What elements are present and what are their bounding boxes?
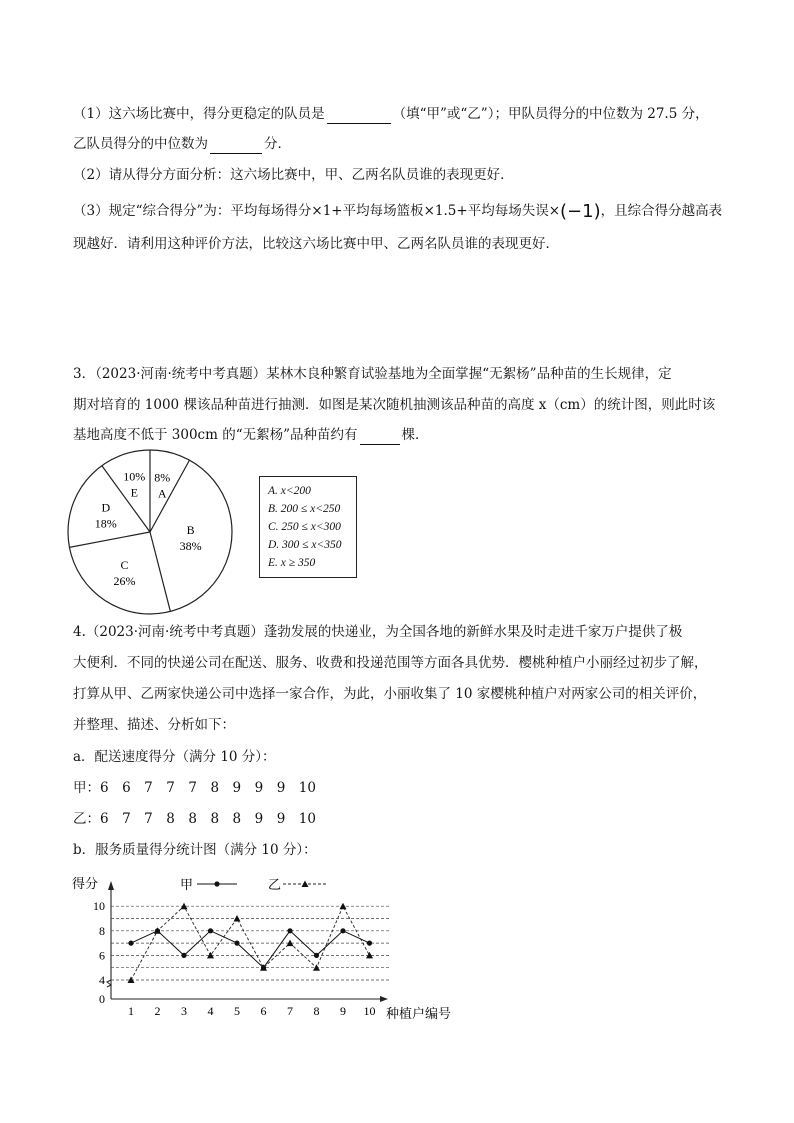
series-jia-point [155,928,160,933]
q2-part2: （2）请从得分方面分析：这六场比赛中，甲、乙两名队员谁的表现更好． [73,167,514,183]
series-jia-point [128,941,133,946]
x-tick-label: 4 [207,1004,214,1018]
x-tick-label: 3 [181,1004,187,1018]
q4-part-b: b．服务质量得分统计图（满分 10 分）： [73,842,317,858]
pie-label-a-2: A [157,486,167,501]
x-tick-label: 9 [340,1004,346,1018]
service-quality-line-chart [60,868,480,1028]
y-tick-label: 4 [99,973,105,987]
series-jia-point [287,928,292,933]
y-axis-label: 得分 [72,876,99,891]
answer-blank[interactable] [210,139,262,154]
x-tick-label: 2 [154,1004,161,1018]
pie-label-e-2: E [130,485,138,500]
series-jia-line [131,931,370,968]
legend-item-b: B. 200 ≤ x<250 [268,503,341,515]
pie-slice-boundary [150,532,170,611]
legend-yi-label: 乙 [268,877,282,892]
y-axis-arrow [108,881,114,890]
axis-break [107,980,111,987]
x-axis-label: 种植户编号 [386,1006,452,1021]
x-tick-label: 6 [260,1004,267,1018]
q3-line1: 3．（2023·河南·统考中考真题）某林木良种繁育试验基地为全面掌握“无絮杨”品种苗的生长规律，定 [73,366,672,382]
answer-blank[interactable] [360,430,400,445]
legend-item-c: C. 250 ≤ x<300 [268,521,341,533]
legend-yi-marker [302,881,309,888]
q4-part-a: a．配送速度得分（满分 10 分）： [73,749,276,765]
x-tick-label: 8 [313,1004,320,1018]
legend-item-d: D. 300 ≤ x<350 [268,539,342,551]
legend-jia-label: 甲 [180,877,194,892]
x-tick-label: 5 [234,1004,240,1018]
pie-slice-boundary [69,532,150,547]
q4-line2: 大便利．不同的快递公司在配送、服务、收费和投递范围等方面各具优势．樱桃种植户小丽经过初步了解， [73,655,708,671]
q2-part3-line2: 现越好．请利用这种评价方法，比较这六场比赛中甲、乙两名队员谁的表现更好． [73,236,559,252]
minus-one-paren: (−1) [560,201,601,222]
answer-blank[interactable] [327,109,391,124]
pie-label-b: B [186,523,195,538]
x-tick-label: 10 [363,1004,376,1018]
legend-item-e: E. x ≥ 350 [268,557,316,569]
series-jia-point [208,928,213,933]
pie-label-b-2: 38% [179,539,202,554]
pie-label-d: D [101,500,111,515]
q4-yi-scores: 乙：6 7 7 8 8 8 8 9 9 10 [73,811,316,827]
q4-line3: 打算从甲、乙两家快递公司中选择一家合作，为此，小丽收集了 10 家樱桃种植户对两家公司的相关评价， [73,686,707,702]
q2-part3-line1: （3）规定“综合得分”为：平均每场得分×1+平均每场篮板×1.5+平均每场失误×(−1)，且综合得分越高表 [73,201,723,222]
q3-line2: 期对培育的 1000 棵该品种苗进行抽测．如图是某次随机抽测该品种苗的高度 x（cm）的统计图，则此时该 [73,397,716,413]
pie-legend [259,476,357,578]
pie-label-d-2: 18% [94,516,117,531]
series-jia-point [234,941,239,946]
pie-label-c-2: 26% [113,574,136,589]
y-tick-label: 0 [99,992,105,1006]
x-axis-arrow [380,996,388,1002]
series-yi-point [234,915,241,922]
series-jia-point [181,953,186,958]
x-tick-label: 7 [287,1004,293,1018]
q4-line4: 并整理、描述、分析如下： [73,717,235,733]
legend-item-a: A. x<200 [268,485,311,497]
pie-chart [60,448,240,618]
pie-label-c: C [120,558,129,573]
legend-jia-marker [214,881,219,886]
y-tick-label: 10 [93,899,105,914]
pie-label-a: 8% [154,470,171,485]
q4-line1: 4.（2023·河南·统考中考真题）蓬勃发展的快递业，为全国各地的新鲜水果及时走进千家万户提供了极 [73,624,683,640]
series-jia-point [367,941,372,946]
pie-label-e: 10% [123,469,146,484]
y-tick-label: 8 [99,923,105,938]
q2-part1-line1: （1）这六场比赛中，得分更稳定的队员是 （填“甲”或“乙”）；甲队员得分的中位数为 27.5 分， [73,106,709,122]
series-jia-point [340,928,345,933]
series-jia-point [261,965,266,970]
series-jia-point [314,953,319,958]
q3-line3: 基地高度不低于 300cm 的“无絮杨”品种苗约有 棵． [73,427,429,443]
y-tick-label: 6 [99,948,105,963]
q2-part1-line2: 乙队员得分的中位数为 分． [73,136,291,152]
series-yi-point [340,903,347,910]
q4-jia-scores: 甲：6 6 7 7 7 8 9 9 9 10 [73,780,316,796]
x-tick-label: 1 [128,1004,134,1018]
